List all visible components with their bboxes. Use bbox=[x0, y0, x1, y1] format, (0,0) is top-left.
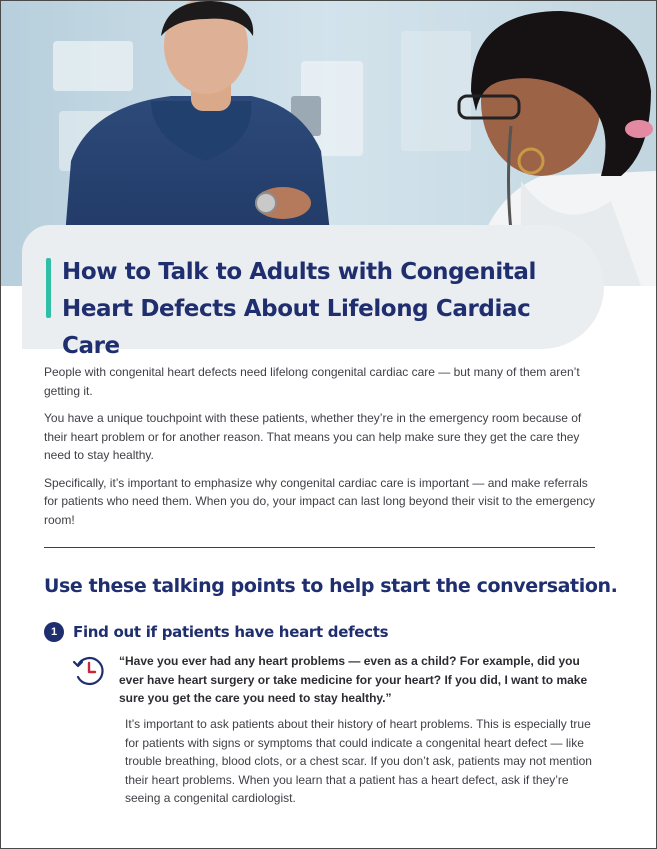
intro-paragraph: People with congenital heart defects need lifelong congenital cardiac care — but many of them aren’t getting it. bbox=[44, 365, 580, 398]
section-heading: Use these talking points to help start the conversation. bbox=[44, 575, 618, 597]
intro-paragraph: Specifically, it’s important to emphasize why congenital cardiac care is important — and make referrals for patients who need them. When you do, your impact can last long beyond their visit to the emergency room! bbox=[44, 475, 595, 527]
step-header bbox=[44, 621, 388, 643]
talking-point-explanation: It’s important to ask patients about their history of heart problems. This is especially true for patients with signs or symptoms that could indicate a congenital heart defect — like trouble breathing, blood clots, or a chest scar. If you don’t ask, patients may not mention their heart problems. When you learn that a patient has a heart defect, ask if they’re seeing a congenital cardiologist. bbox=[125, 717, 592, 805]
intro-section bbox=[44, 363, 604, 538]
title-card bbox=[22, 225, 604, 359]
section-divider bbox=[44, 547, 595, 548]
title-accent-bar bbox=[46, 258, 51, 318]
clock-history-icon bbox=[71, 653, 107, 694]
step-title: Find out if patients have heart defects bbox=[73, 623, 389, 641]
intro-paragraph: You have a unique touchpoint with these patients, whether they’re in the emergency room because of their heart problem or for another reason. That means you can help make sure they get the care they need to stay healthy. bbox=[44, 411, 582, 462]
page-title: How to Talk to Adults with Congenital Heart Defects About Lifelong Cardiac Care bbox=[62, 259, 537, 359]
step-number-badge: 1 bbox=[44, 622, 64, 642]
talking-point-quote: “Have you ever had any heart problems — even as a child? For example, did you ever have heart surgery or take medicine for your heart? If you did, I want to make sure you get the care you need to stay healthy.” bbox=[119, 654, 588, 705]
